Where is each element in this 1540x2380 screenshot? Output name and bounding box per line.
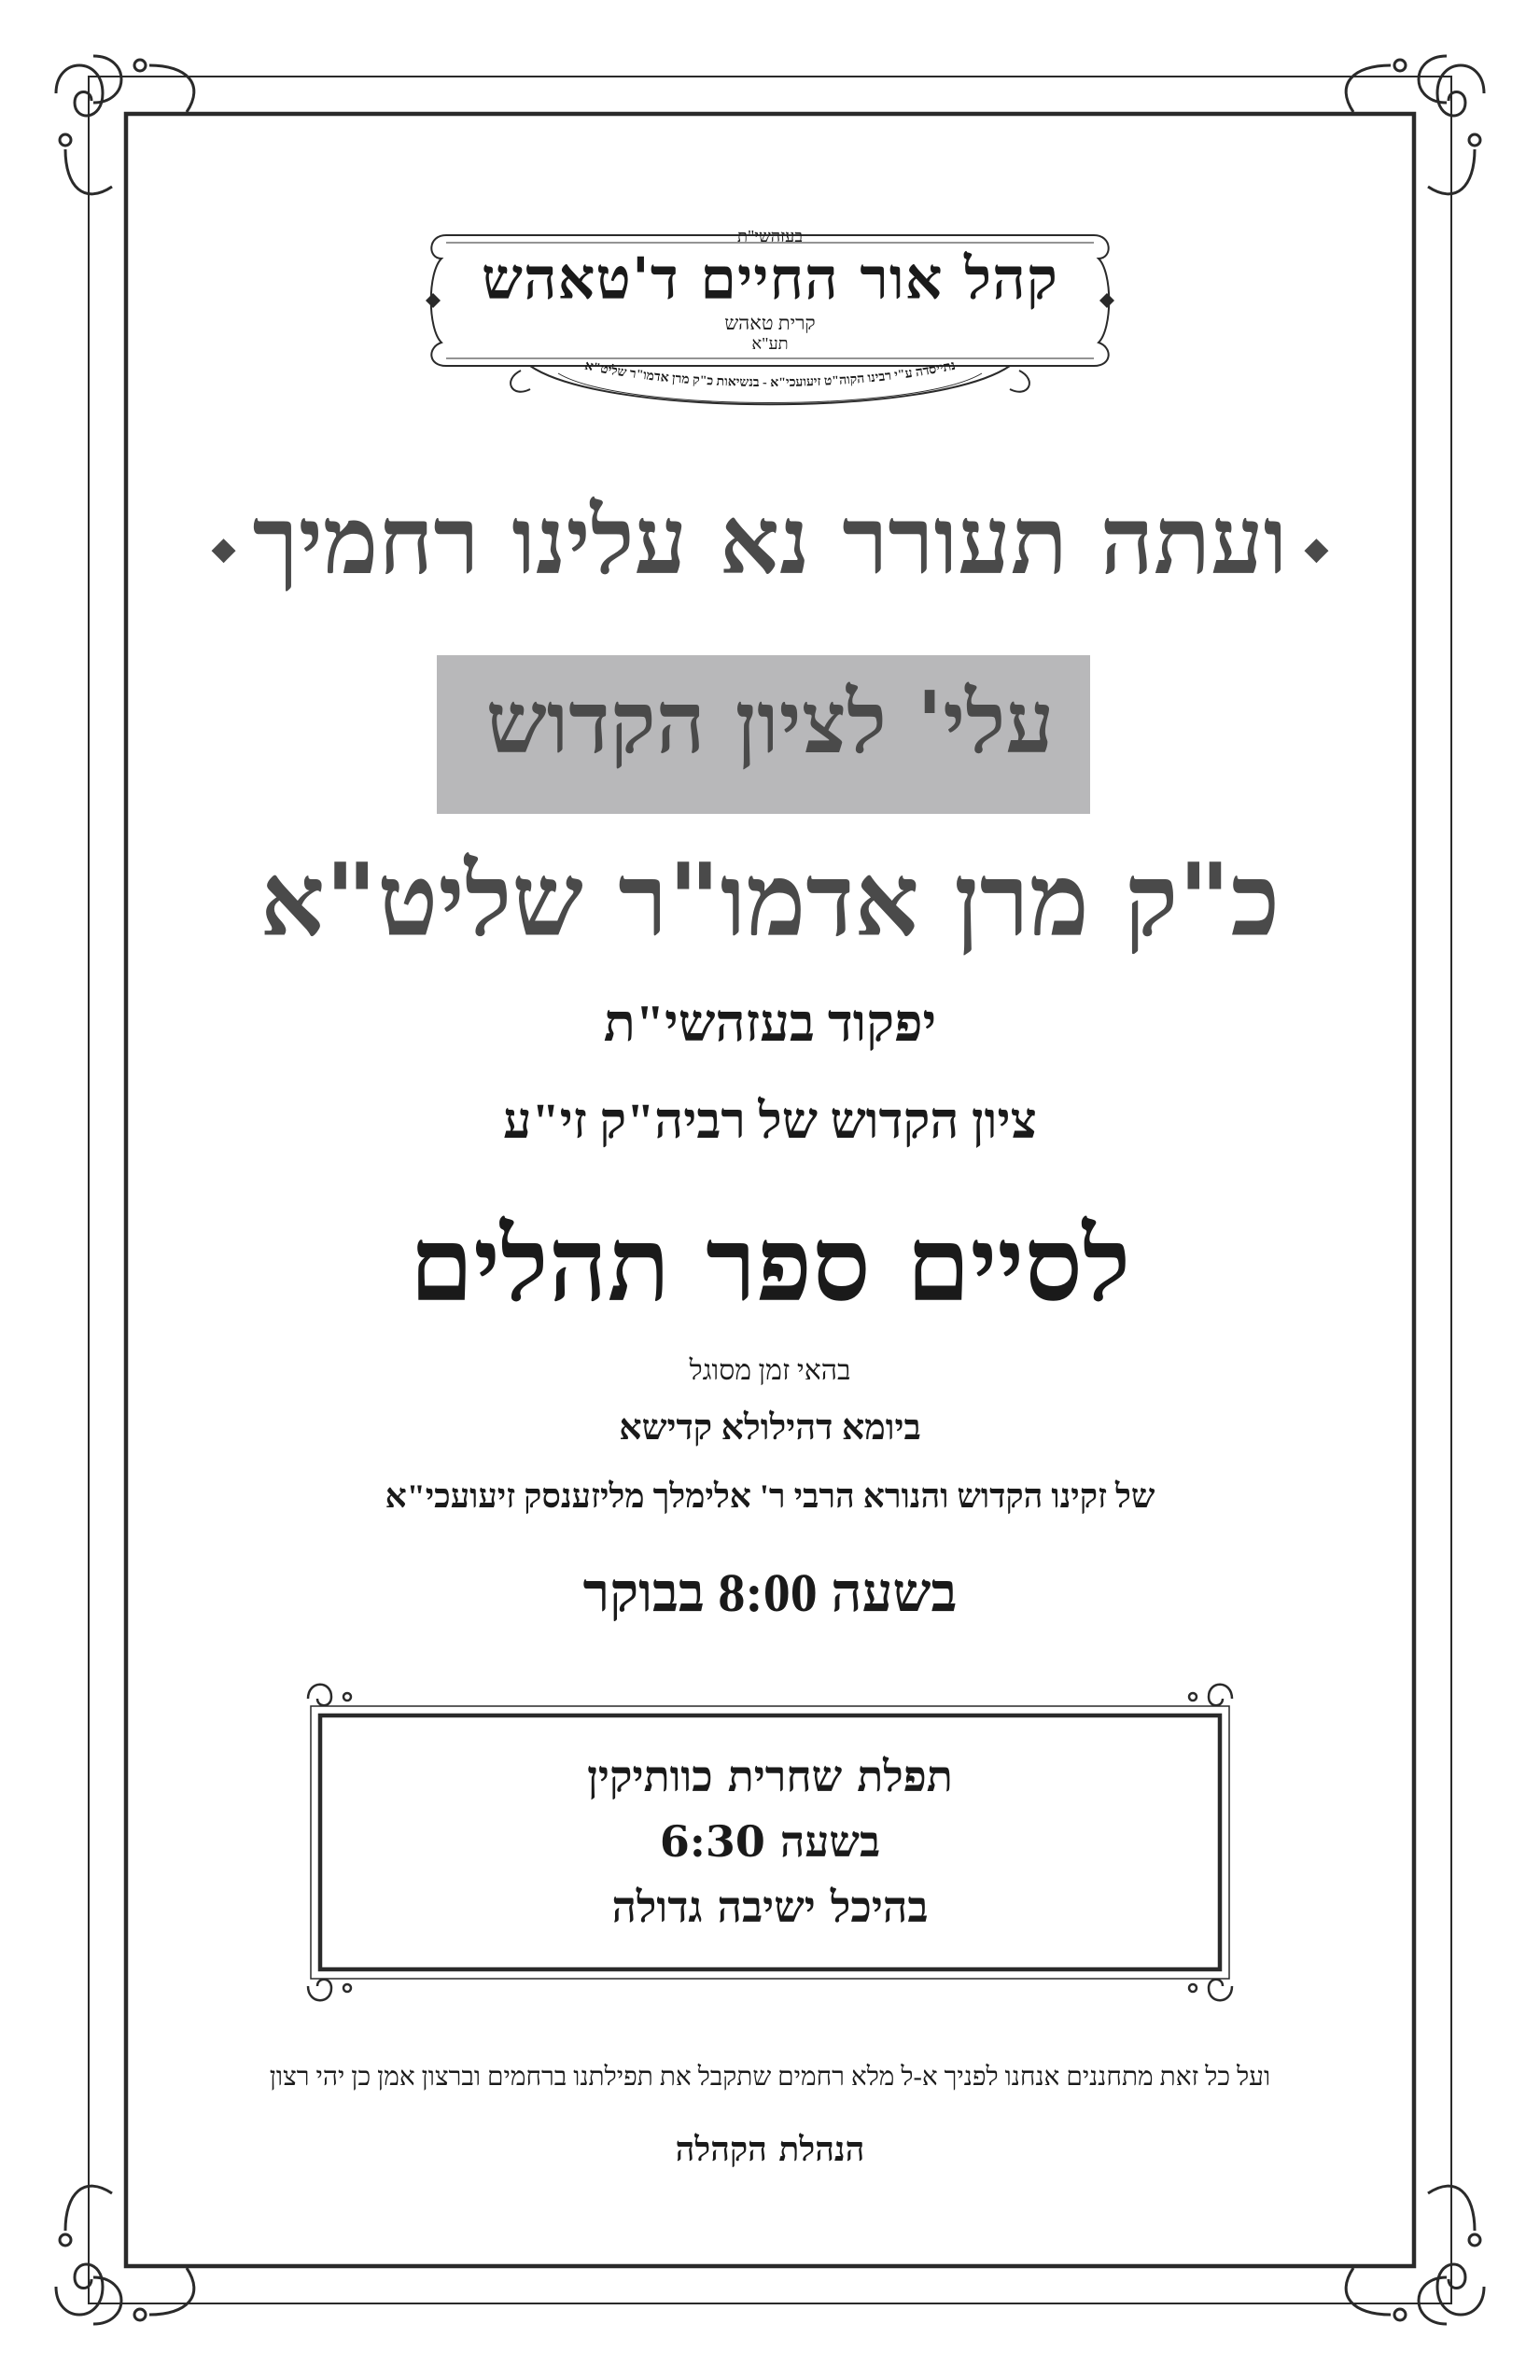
year-line: תע"א <box>751 334 789 353</box>
tzion-line: ציון הקדוש של רביה"ק זי"ע <box>503 1093 1037 1149</box>
siyum-title: לסיים ספר תהלים <box>409 1204 1131 1324</box>
prayer-box-line-2: בשעה 6:30 <box>659 1816 881 1867</box>
signature-line: הנהלת הקהלה <box>675 2130 865 2169</box>
special-time-line: בהאי זמן מסוגל <box>689 1355 851 1386</box>
founding-arc-text <box>523 332 1017 398</box>
headline-text: ועתה תעורר נא עלינו רחמיך <box>252 485 1288 595</box>
tzaddik-line: של זקינו הקדוש והנורא הרבי ר' אלימלך מליזענסק זיעועכי"א <box>385 1477 1155 1515</box>
headline <box>0 485 1540 595</box>
header-top-line: בעזהשי"ת <box>736 227 804 245</box>
diamond-ornament-icon: ◆ <box>1304 530 1329 568</box>
prayer-box-line-3: בהיכל ישיבה גדולה <box>611 1882 929 1932</box>
city-name: קרית טאהש <box>724 312 816 334</box>
event-time-line: בשעה 8:00 בבוקר <box>582 1562 958 1623</box>
svg-text:נתייסדה ע"י רבינו הקוה"ט זיעוע <box>583 359 957 390</box>
will-visit-line: יפקוד בעזהשי"ת <box>603 995 937 1053</box>
closing-blessing: ועל כל זאת מתחננים אנחנו לפניך א-ל מלא רחמים שתקבל את תפילתנו ברחמים וברצון אמן כן יהי רצון <box>269 2063 1271 2092</box>
congregation-name: קהל אור החיים ד'טאהש <box>482 245 1058 313</box>
founding-arc-label: נתייסדה ע"י רבינו הקוה"ט זיעועכי"א - בנשיאות כ"ק מרן אדמו"ר שליט"א <box>582 358 958 391</box>
prayer-box-line-1: תפלת שחרית כוותיקין <box>587 1751 953 1801</box>
diamond-ornament-icon: ◆ <box>211 530 236 568</box>
hilula-line: ביומא דהילולא קדישא <box>619 1408 921 1448</box>
rebbe-line: כ"ק מרן אדמו"ר שליט"א <box>259 842 1281 959</box>
highlight-box-text: עלי' לציון הקדוש <box>485 672 1055 773</box>
